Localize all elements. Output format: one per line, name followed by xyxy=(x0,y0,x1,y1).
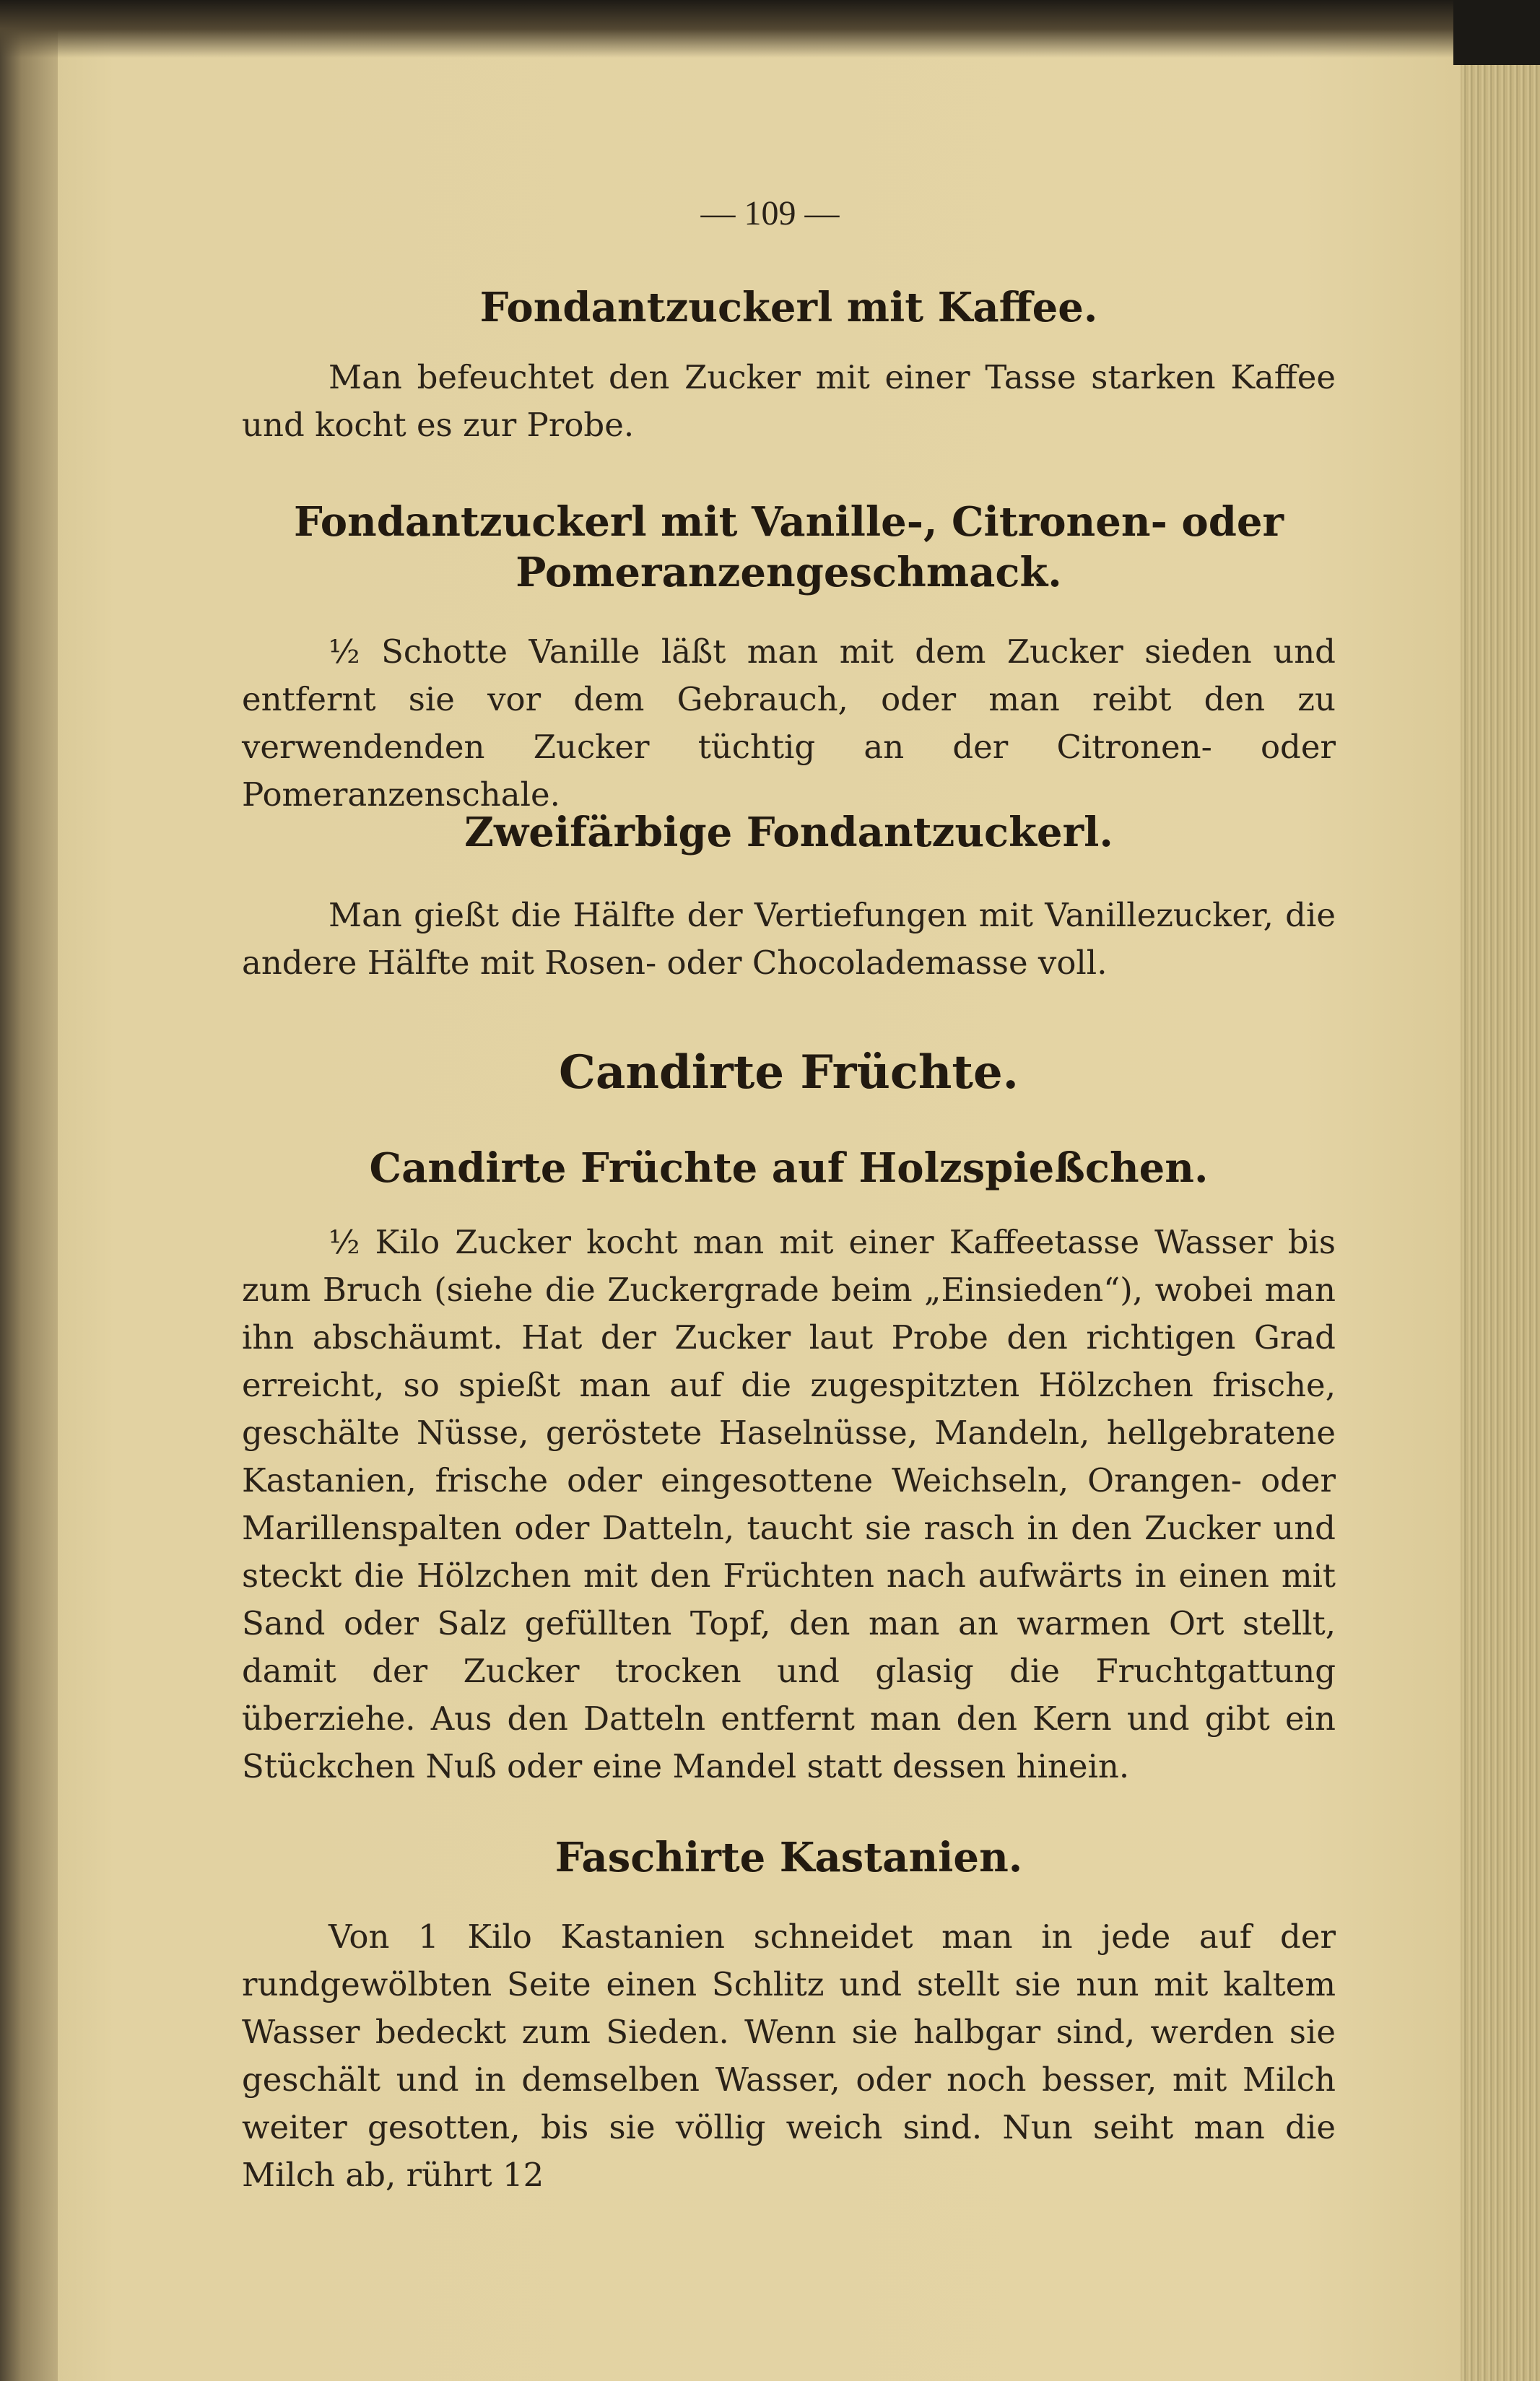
paragraph-holzspiesschen: ½ Kilo Zucker kocht man mit einer Kaffeetasse Wasser bis zum Bruch (siehe die Zuckergrade beim „Einsieden“), wobei man ihn abschäumt. Hat der Zucker laut Probe den richtigen Grad erreicht, so spießt man auf die zugespitzten Hölzchen frische, geschälte Nüsse, geröstete Haselnüsse, Mandeln, hellgebratene Kastanien, frische oder eingesottene Weichseln, Orangen- oder Marillenspalten oder Datteln, taucht sie rasch in den Zucker und steckt die Hölzchen mit den Früchten nach aufwärts in einen mit Sand oder Salz gefüllten Topf, den man an warmen Ort stellt, damit der Zucker trocken und glasig die Fruchtgattung überziehe. Aus den Datteln entfernt man den Kern und gibt ein Stückchen Nuß oder eine Mandel statt dessen hinein. xyxy=(242,1223,1336,1785)
heading-vanille-line2: Pomeranzengeschmack. xyxy=(515,549,1062,596)
chapter-heading-candirte: Candirte Früchte. xyxy=(559,1045,1019,1100)
paragraph-kaffee: Man befeuchtet den Zucker mit einer Tasse starken Kaffee und kocht es zur Probe. xyxy=(242,358,1336,444)
page-corner-shadow xyxy=(1453,0,1540,65)
paragraph-zweifaerbig: Man gießt die Hälfte der Vertiefungen mit Vanillezucker, die andere Hälfte mit Rosen- oder Chocolademasse voll. xyxy=(242,896,1336,982)
heading-kaffee: Fondantzuckerl mit Kaffee. xyxy=(479,284,1098,331)
heading-zweifaerbig: Zweifärbige Fondantzuckerl. xyxy=(464,809,1113,856)
page-binding-left xyxy=(0,0,58,2381)
page-edge-right xyxy=(1461,0,1540,2381)
heading-vanille-line1: Fondantzuckerl mit Vanille-, Citronen- oder xyxy=(294,498,1284,546)
paragraph-kastanien: Von 1 Kilo Kastanien schneidet man in jede auf der rundgewölbten Seite einen Schlitz und stellt sie nun mit kaltem Wasser bedeckt zum Sieden. Wenn sie halbgar sind, werden sie geschält und in demselben Wasser, oder noch besser, mit Milch weiter gesotten, bis sie völlig weich sind. Nun seiht man die Milch ab, rührt 12 xyxy=(242,1918,1336,2194)
page-top-edge xyxy=(0,0,1540,58)
heading-kastanien: Faschirte Kastanien. xyxy=(554,1834,1023,1881)
paragraph-vanille: ½ Schotte Vanille läßt man mit dem Zucker sieden und entfernt sie vor dem Gebrauch, oder man reibt den zu verwendenden Zucker tüchtig an der Citronen- oder Pomeranzenschale. xyxy=(242,632,1336,814)
page-number: — 109 — xyxy=(700,194,840,232)
heading-holzspiesschen: Candirte Früchte auf Holzspießchen. xyxy=(369,1144,1209,1192)
